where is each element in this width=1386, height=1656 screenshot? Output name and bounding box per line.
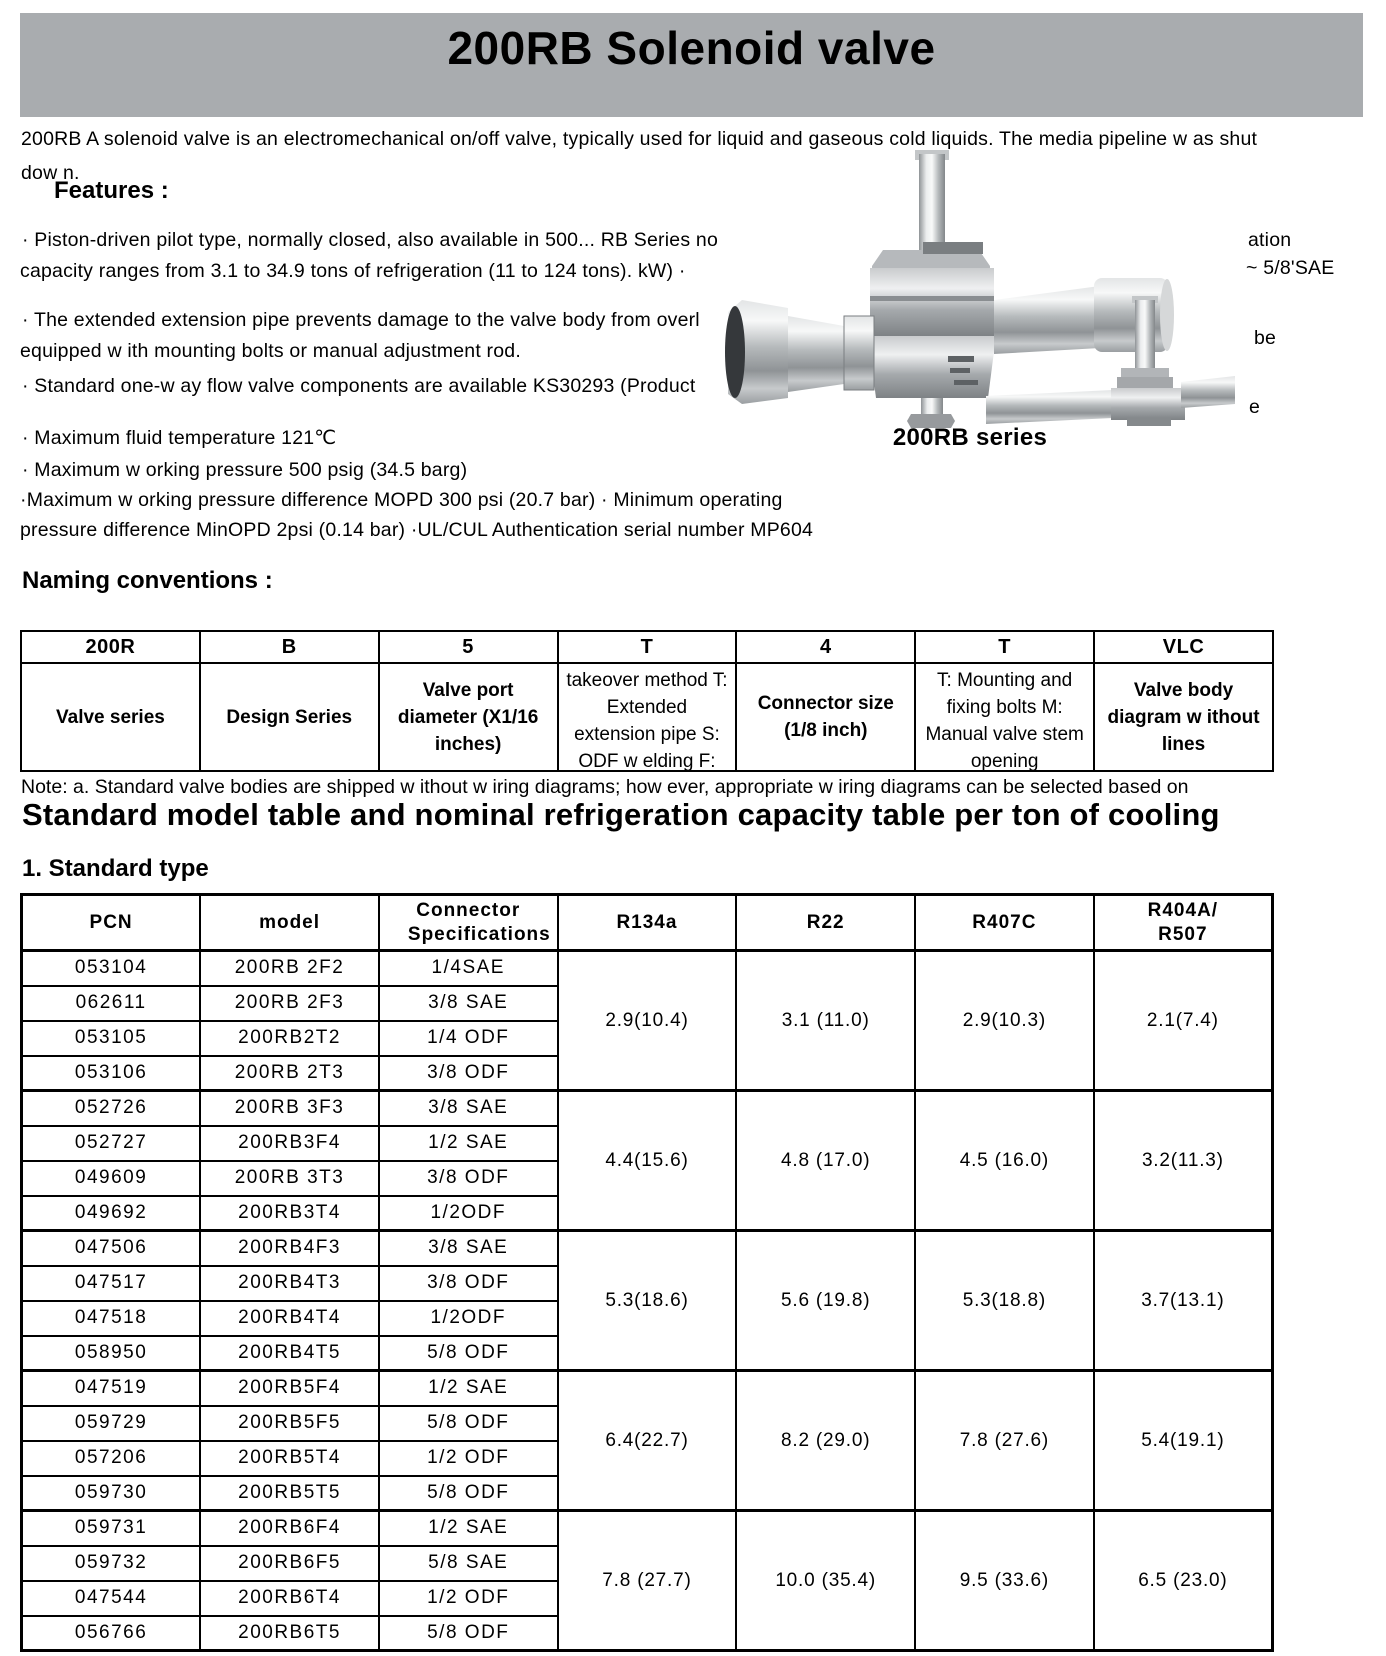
naming-desc: Valve body diagram w ithout lines bbox=[1094, 663, 1273, 771]
column-header: R134a bbox=[558, 895, 737, 951]
model-cell: 200RB4T5 bbox=[200, 1336, 379, 1371]
pcn-cell: 052727 bbox=[22, 1126, 201, 1161]
model-cell: 200RB6F4 bbox=[200, 1511, 379, 1546]
pcn-cell: 053104 bbox=[22, 951, 201, 986]
connector-cell: 1/2 SAE bbox=[379, 1126, 558, 1161]
capacity-cell-r22: 8.2 (29.0) bbox=[736, 1371, 915, 1511]
intro-paragraph-line-1: 200RB A solenoid valve is an electromechanical on/off valve, typically used for liquid and gaseous cold liquids. The media pipeline w as shut bbox=[21, 128, 1258, 150]
title-banner bbox=[20, 13, 1363, 117]
capacity-cell-r407c: 4.5 (16.0) bbox=[915, 1091, 1094, 1231]
connector-cell: 5/8 ODF bbox=[379, 1476, 558, 1511]
connector-cell: 1/2 SAE bbox=[379, 1511, 558, 1546]
capacity-cell-r407c: 5.3(18.8) bbox=[915, 1231, 1094, 1371]
connector-cell: 1/2 ODF bbox=[379, 1581, 558, 1616]
table-row bbox=[22, 1371, 1273, 1406]
valve-illustration bbox=[718, 150, 1235, 428]
standard-model-table bbox=[20, 893, 1274, 1652]
valve-coil-housing bbox=[870, 268, 994, 336]
connector-cell: 1/2ODF bbox=[379, 1301, 558, 1336]
inlet-pipe bbox=[788, 316, 844, 392]
small-valve-left-pipe bbox=[986, 390, 1113, 424]
model-cell: 200RB5T4 bbox=[200, 1441, 379, 1476]
capacity-cell-r134a: 4.4(15.6) bbox=[558, 1091, 737, 1231]
table-header-row bbox=[22, 895, 1273, 951]
capacity-cell-r22: 5.6 (19.8) bbox=[736, 1231, 915, 1371]
pcn-cell: 052726 bbox=[22, 1091, 201, 1126]
capacity-cell-r22: 4.8 (17.0) bbox=[736, 1091, 915, 1231]
feature-line-fragment: ~ 5/8'SAE bbox=[1246, 257, 1335, 279]
valve-body bbox=[868, 336, 996, 398]
features-heading: Features : bbox=[54, 177, 169, 204]
naming-desc: Valve port diameter (X1/16 inches) bbox=[379, 663, 558, 771]
photo-caption: 200RB series bbox=[892, 424, 1048, 451]
pcn-cell: 047518 bbox=[22, 1301, 201, 1336]
model-cell: 200RB2T2 bbox=[200, 1021, 379, 1056]
model-cell: 200RB 2T3 bbox=[200, 1056, 379, 1091]
pcn-cell: 058950 bbox=[22, 1336, 201, 1371]
naming-conventions-heading: Naming conventions : bbox=[22, 567, 273, 594]
naming-conventions-table bbox=[20, 630, 1274, 772]
model-cell: 200RB4T3 bbox=[200, 1266, 379, 1301]
table-row bbox=[21, 663, 1273, 771]
connector-cell: 3/8 SAE bbox=[379, 1231, 558, 1266]
capacity-cell-r407c: 7.8 (27.6) bbox=[915, 1371, 1094, 1511]
connector-cell: 5/8 ODF bbox=[379, 1616, 558, 1651]
naming-desc: takeover method T: Extended extension pipe S: ODF w elding F: bbox=[558, 663, 737, 771]
capacity-cell-r134a: 5.3(18.6) bbox=[558, 1231, 737, 1371]
naming-code: 200R bbox=[21, 631, 200, 663]
table-row bbox=[21, 631, 1273, 663]
capacity-cell-r404a-r507: 3.7(13.1) bbox=[1094, 1231, 1273, 1371]
model-cell: 200RB4F3 bbox=[200, 1231, 379, 1266]
model-cell: 200RB5F5 bbox=[200, 1406, 379, 1441]
connector-cell: 3/8 ODF bbox=[379, 1161, 558, 1196]
connector-cell: 5/8 SAE bbox=[379, 1546, 558, 1581]
page-title: 200RB Solenoid valve bbox=[447, 22, 936, 74]
pcn-cell: 056766 bbox=[22, 1616, 201, 1651]
valve-stem bbox=[919, 154, 945, 250]
feature-line: · Piston-driven pilot type, normally closed, also available in 500... RB Series no bbox=[22, 229, 718, 251]
naming-code: 4 bbox=[736, 631, 915, 663]
feature-line-fragment: ation bbox=[1248, 229, 1292, 251]
model-cell: 200RB3F4 bbox=[200, 1126, 379, 1161]
feature-line-fragment: e bbox=[1249, 396, 1261, 418]
capacity-cell-r22: 3.1 (11.0) bbox=[736, 951, 915, 1091]
table-row bbox=[22, 1091, 1273, 1126]
pcn-cell: 047506 bbox=[22, 1231, 201, 1266]
connector-cell: 3/8 ODF bbox=[379, 1056, 558, 1091]
pcn-cell: 062611 bbox=[22, 986, 201, 1021]
capacity-cell-r407c: 2.9(10.3) bbox=[915, 951, 1094, 1091]
model-cell: 200RB 3F3 bbox=[200, 1091, 379, 1126]
connector-cell: 5/8 ODF bbox=[379, 1336, 558, 1371]
section-heading: Standard model table and nominal refrigeration capacity table per ton of cooling bbox=[22, 797, 1220, 832]
feature-line: · Standard one-w ay flow valve components are available KS30293 (Product bbox=[22, 375, 696, 397]
model-cell: 200RB6F5 bbox=[200, 1546, 379, 1581]
pcn-cell: 059730 bbox=[22, 1476, 201, 1511]
model-cell: 200RB 3T3 bbox=[200, 1161, 379, 1196]
table-row bbox=[22, 1511, 1273, 1546]
feature-line-fragment: be bbox=[1254, 327, 1277, 349]
connector-cell: 3/8 SAE bbox=[379, 986, 558, 1021]
capacity-cell-r134a: 6.4(22.7) bbox=[558, 1371, 737, 1511]
capacity-cell-r404a-r507: 6.5 (23.0) bbox=[1094, 1511, 1273, 1651]
model-cell: 200RB 2F3 bbox=[200, 986, 379, 1021]
connector-cell: 3/8 ODF bbox=[379, 1266, 558, 1301]
connector-cell: 5/8 ODF bbox=[379, 1406, 558, 1441]
capacity-cell-r404a-r507: 5.4(19.1) bbox=[1094, 1371, 1273, 1511]
naming-code: T bbox=[915, 631, 1094, 663]
connector-cell: 3/8 SAE bbox=[379, 1091, 558, 1126]
naming-code: 5 bbox=[379, 631, 558, 663]
feature-line: capacity ranges from 3.1 to 34.9 tons of refrigeration (11 to 124 tons). kW) · bbox=[20, 260, 686, 282]
section-subheading: 1. Standard type bbox=[22, 855, 209, 882]
table-row bbox=[22, 1231, 1273, 1266]
column-header: R407C bbox=[915, 895, 1094, 951]
column-header: R404A/ R507 bbox=[1094, 895, 1273, 951]
pcn-cell: 053106 bbox=[22, 1056, 201, 1091]
capacity-cell-r407c: 9.5 (33.6) bbox=[915, 1511, 1094, 1651]
connector-cell: 1/4SAE bbox=[379, 951, 558, 986]
naming-code: VLC bbox=[1094, 631, 1273, 663]
model-cell: 200RB6T4 bbox=[200, 1581, 379, 1616]
naming-code: T bbox=[558, 631, 737, 663]
model-cell: 200RB5T5 bbox=[200, 1476, 379, 1511]
column-header: Connector Specifications bbox=[379, 895, 558, 951]
feature-line: equipped w ith mounting bolts or manual adjustment rod. bbox=[20, 340, 521, 362]
model-cell: 200RB6T5 bbox=[200, 1616, 379, 1651]
naming-desc: Valve series bbox=[21, 663, 200, 771]
pcn-cell: 047544 bbox=[22, 1581, 201, 1616]
small-valve-body bbox=[1111, 388, 1185, 420]
connector-cell: 1/2ODF bbox=[379, 1196, 558, 1231]
capacity-cell-r134a: 7.8 (27.7) bbox=[558, 1511, 737, 1651]
model-cell: 200RB4T4 bbox=[200, 1301, 379, 1336]
table-row bbox=[22, 951, 1273, 986]
small-valve-right-pipe bbox=[1181, 376, 1235, 408]
capacity-cell-r22: 10.0 (35.4) bbox=[736, 1511, 915, 1651]
pcn-cell: 057206 bbox=[22, 1441, 201, 1476]
model-cell: 200RB 2F2 bbox=[200, 951, 379, 986]
capacity-cell-r134a: 2.9(10.4) bbox=[558, 951, 737, 1091]
capacity-cell-r404a-r507: 2.1(7.4) bbox=[1094, 951, 1273, 1091]
naming-code: B bbox=[200, 631, 379, 663]
table-note: Note: a. Standard valve bodies are shipped w ithout w iring diagrams; how ever, appropriate w iring diagrams can be selected based on bbox=[21, 776, 1189, 798]
feature-line: pressure difference MinOPD 2psi (0.14 bar) ·UL/CUL Authentication serial number MP604 bbox=[20, 519, 814, 541]
feature-line: ·Maximum w orking pressure difference MOPD 300 psi (20.7 bar) · Minimum operating bbox=[20, 489, 783, 511]
small-valve-stem bbox=[1135, 300, 1155, 372]
model-cell: 200RB5F4 bbox=[200, 1371, 379, 1406]
connector-cell: 1/2 ODF bbox=[379, 1441, 558, 1476]
pcn-cell: 049692 bbox=[22, 1196, 201, 1231]
outlet-pipe bbox=[994, 286, 1100, 354]
column-header: model bbox=[200, 895, 379, 951]
pcn-cell: 049609 bbox=[22, 1161, 201, 1196]
pcn-cell: 059732 bbox=[22, 1546, 201, 1581]
pcn-cell: 047517 bbox=[22, 1266, 201, 1301]
column-header: R22 bbox=[736, 895, 915, 951]
naming-desc: Design Series bbox=[200, 663, 379, 771]
pcn-cell: 053105 bbox=[22, 1021, 201, 1056]
connector-cell: 1/4 ODF bbox=[379, 1021, 558, 1056]
intro-paragraph-line-2: dow n. bbox=[21, 162, 80, 184]
capacity-cell-r404a-r507: 3.2(11.3) bbox=[1094, 1091, 1273, 1231]
connector-cell: 1/2 SAE bbox=[379, 1371, 558, 1406]
naming-desc: Connector size (1/8 inch) bbox=[736, 663, 915, 771]
pcn-cell: 059729 bbox=[22, 1406, 201, 1441]
pcn-cell: 059731 bbox=[22, 1511, 201, 1546]
feature-line: · Maximum w orking pressure 500 psig (34.5 barg) bbox=[22, 459, 468, 481]
feature-line: · The extended extension pipe prevents damage to the valve body from overl bbox=[22, 309, 700, 331]
naming-desc: T: Mounting and fixing bolts M: Manual valve stem opening bbox=[915, 663, 1094, 771]
model-cell: 200RB3T4 bbox=[200, 1196, 379, 1231]
pcn-cell: 047519 bbox=[22, 1371, 201, 1406]
solenoid-valve-photo bbox=[718, 150, 1235, 428]
feature-line: · Maximum fluid temperature 121℃ bbox=[22, 427, 337, 449]
column-header: PCN bbox=[22, 895, 201, 951]
